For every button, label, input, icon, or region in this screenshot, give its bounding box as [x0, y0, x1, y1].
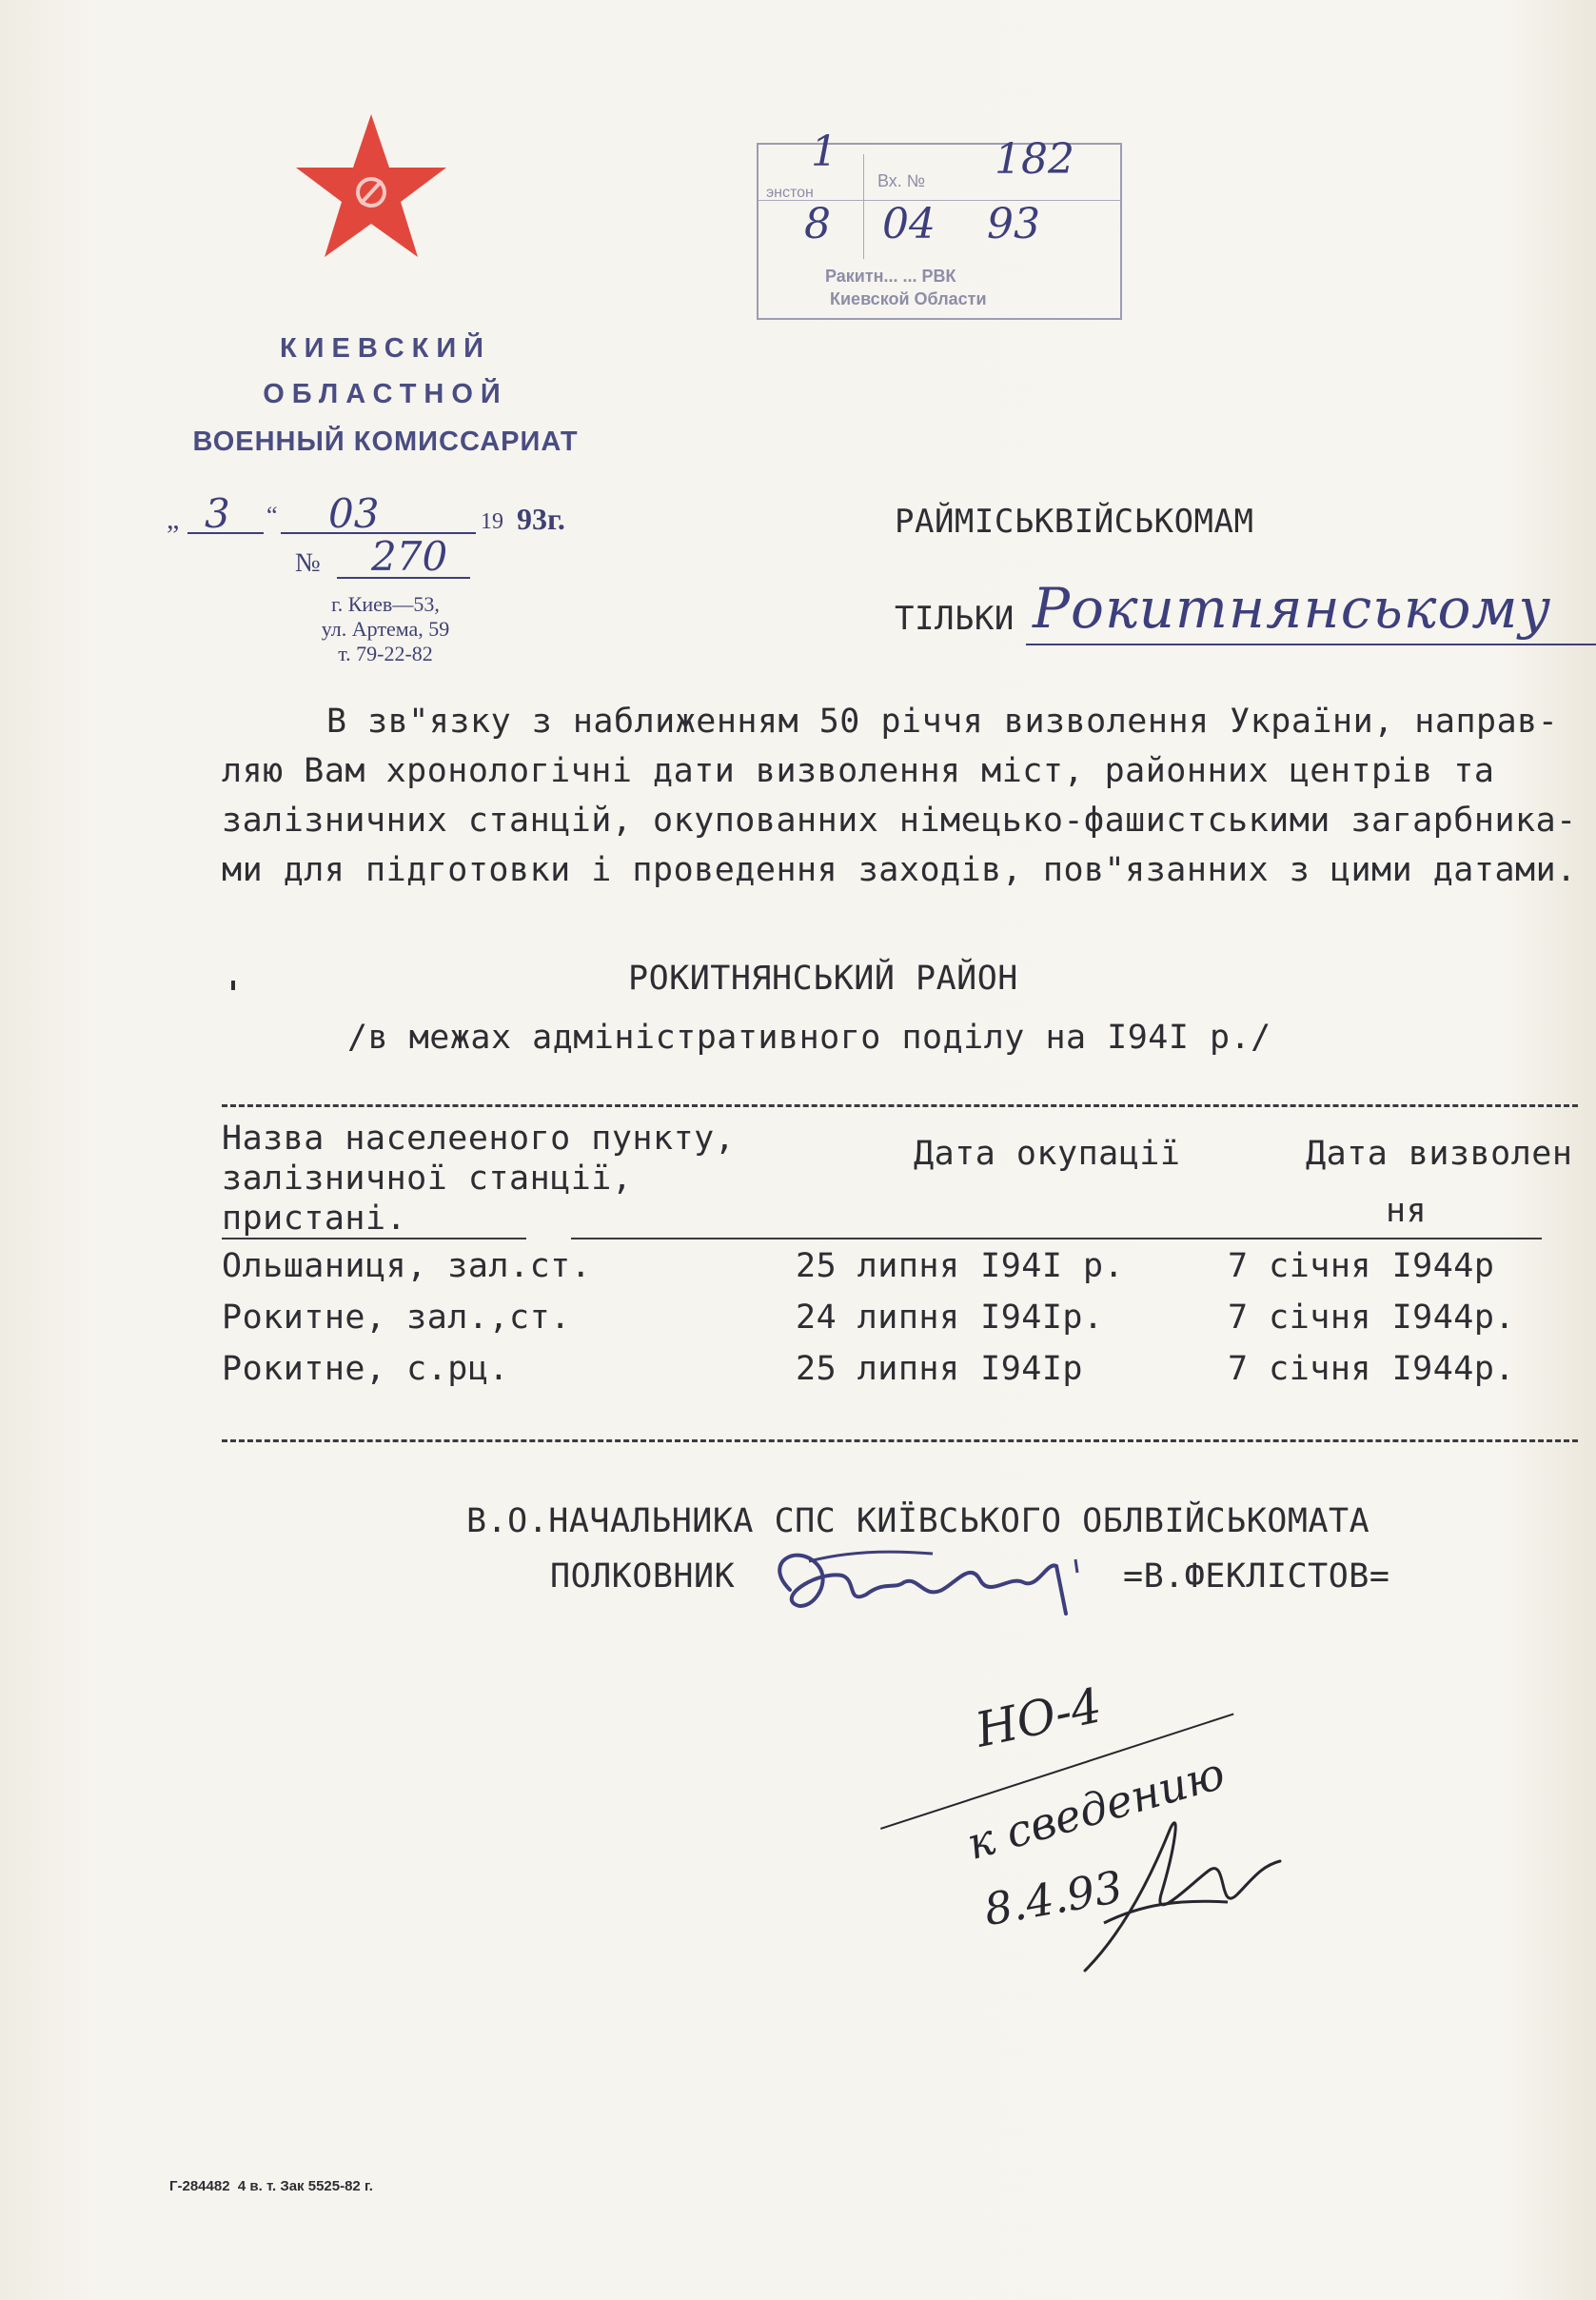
- red-star-hammer-sickle-icon: [290, 112, 452, 265]
- stamp-date: 8 04 93: [804, 200, 1040, 248]
- resolution-line-2: к сведению: [961, 1747, 1231, 1870]
- stamp-label-mid: Вх. №: [877, 171, 926, 190]
- table-row: [0, 1247, 1596, 1293]
- table-row: [0, 1299, 1596, 1344]
- table-row: [0, 1350, 1596, 1396]
- signature-name: =В.ФЕКЛІСТОВ=: [1123, 1557, 1390, 1596]
- table-bottom-rule: [222, 1439, 1578, 1442]
- addressee-line-1: РАЙМІСЬКВІЙСЬКОМАМ: [895, 503, 1254, 541]
- row-place: Рокитне, с.рц.: [222, 1350, 510, 1388]
- date-open-quote: „: [167, 504, 180, 535]
- header-place-line-2: залізничної станції,: [222, 1160, 633, 1198]
- row-liberated: 7 січня I944р.: [1228, 1299, 1516, 1337]
- date-day-underline: [187, 532, 264, 534]
- header-place-underline: [222, 1238, 526, 1239]
- row-place: Ольшаниця, зал.ст.: [222, 1247, 592, 1285]
- row-occupied: 25 липня I94Iр: [796, 1350, 1084, 1388]
- stray-mark: [231, 981, 235, 990]
- colonel-signature-icon: [752, 1523, 1113, 1647]
- signature-title: В.О.НАЧАЛЬНИКА СПС КИЇВСЬКОГО ОБЛВІЙСЬКОМАТА: [466, 1502, 1370, 1540]
- body-line-2: ляю Вам хронологічні дати визволення міст, районних центрів та: [222, 752, 1495, 790]
- date-century: 19: [481, 509, 503, 534]
- date-month: 03: [328, 490, 380, 537]
- section-title: РОКИТНЯНСЬКИЙ РАЙОН: [628, 960, 1018, 998]
- letterhead-line-3: ВОЕННЫЙ КОМИССАРИАТ: [192, 426, 579, 457]
- addressee-underline: [1026, 644, 1596, 645]
- row-place: Рокитне, зал.,ст.: [222, 1299, 571, 1337]
- number-label: №: [295, 548, 321, 578]
- stamp-doc-number: 182: [995, 135, 1074, 184]
- row-liberated: 7 січня I944р.: [1228, 1350, 1516, 1388]
- row-occupied: 24 липня I94Iр.: [796, 1299, 1104, 1337]
- registration-stamp: [757, 128, 1122, 320]
- address-phone: т. 79-22-82: [338, 642, 433, 665]
- date-year: 93г.: [517, 502, 565, 536]
- row-liberated: 7 січня I944р: [1228, 1247, 1495, 1285]
- print-footer: Г-284482 4 в. т. Зак 5525-82 г.: [169, 2178, 373, 2194]
- number-underline: [337, 577, 470, 579]
- table-top-rule: [222, 1104, 1578, 1107]
- header-liberation-date-line-2: ня: [1386, 1192, 1428, 1230]
- signature-rank: ПОЛКОВНИК: [550, 1557, 736, 1596]
- header-occupation-date: Дата окупації: [914, 1135, 1181, 1173]
- addressee-handwritten: Рокитнянському: [1033, 576, 1552, 641]
- address-street: ул. Артема, 59: [321, 617, 450, 641]
- date-day: 3: [205, 490, 230, 537]
- header-underline: [571, 1238, 1542, 1239]
- section-subtitle: /в межах адміністративного поділу на I94I р./: [347, 1019, 1271, 1057]
- table-header: [0, 1120, 1596, 1243]
- body-line-4: ми для підготовки і проведення заходів, пов"язанних з цими датами.: [222, 851, 1577, 889]
- row-occupied: 25 липня I94I р.: [796, 1247, 1125, 1285]
- resolution-line-1: НО-4: [971, 1677, 1107, 1758]
- header-place-line-3: пристані.: [222, 1200, 407, 1238]
- number-value: 270: [371, 533, 448, 580]
- body-line-1: В зв"язку з наближенням 50 річчя визволення України, направ-: [326, 703, 1559, 741]
- stamp-label-left: энстон: [766, 185, 814, 201]
- address-city: г. Киев—53,: [331, 592, 440, 616]
- resolution-line-3: 8.4.93: [980, 1860, 1127, 1936]
- addressee-label: ТІЛЬКИ: [895, 600, 1015, 638]
- stamp-line-2: Киевской Области: [830, 289, 987, 308]
- resolution-signature-icon: [1066, 1790, 1294, 1980]
- letterhead-number: [295, 533, 485, 586]
- header-place-line-1: Назва населееного пункту,: [222, 1120, 736, 1158]
- letterhead-line-1: КИЕВСКИЙ: [279, 333, 492, 364]
- stamp-top-left-value: 1: [811, 128, 837, 176]
- stamp-line-1: Ракитн... ... РВК: [825, 267, 956, 286]
- date-close-quote: “: [266, 502, 278, 529]
- header-liberation-date-line-1: Дата визволен: [1306, 1135, 1573, 1173]
- letterhead-line-2: ОБЛАСТНОЙ: [263, 379, 508, 409]
- body-line-3: залізничних станцій, окупованних німецько-фашистськими загарбника-: [222, 802, 1577, 840]
